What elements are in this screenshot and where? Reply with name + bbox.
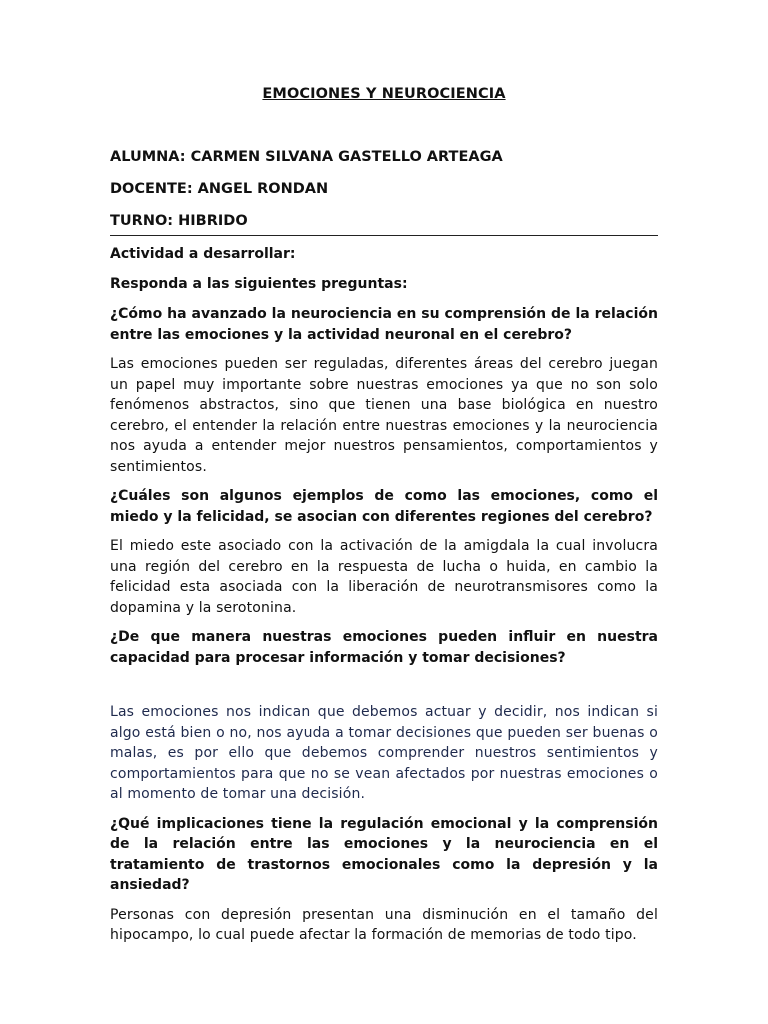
answer-3: Las emociones nos indican que debemos actuar y decidir, nos indican si algo está bien o no, nos ayuda a tomar decisiones que pueden ser buenas o malas, es por ello que debemos comprender nuestros sentimientos y comportamientos para que no se vean afectados por nuestras emociones o al momento de tomar una decisión. (110, 704, 658, 802)
question-2: ¿Cuáles son algunos ejemplos de como las emociones, como el miedo y la felicidad, se asocian con diferentes regiones del cerebro? (110, 488, 658, 525)
shift: TURNO: HIBRIDO (110, 213, 248, 229)
answer-2: El miedo este asociado con la activación de la amigdala la cual involucra una región del cerebro en la respuesta de lucha o huida, en cambio la felicidad esta asociada con la liberación de neurotransmisores como la dopamina y la serotonina. (110, 538, 658, 616)
question-1: ¿Cómo ha avanzado la neurociencia en su comprensión de la relación entre las emociones y la actividad neuronal en el cerebro? (110, 306, 658, 343)
answer-4: Personas con depresión presentan una disminución en el tamaño del hipocampo, lo cual puede afectar la formación de memorias de todo tipo. (110, 906, 658, 943)
header-divider (110, 235, 658, 236)
teacher-name: DOCENTE: ANGEL RONDAN (110, 181, 329, 197)
activity-label: Actividad a desarrollar: (110, 246, 296, 262)
student-name: ALUMNA: CARMEN SILVANA GASTELLO ARTEAGA (110, 149, 503, 165)
answer-1: Las emociones pueden ser reguladas, diferentes áreas del cerebro juegan un papel muy importante sobre nuestras emociones ya que no son solo fenómenos abstractos, sino que tienen una base biológica en nuestro cerebro, el entender la relación entre nuestras emociones y la neurociencia nos ayuda a entender mejor nuestros pensamientos, comportamientos y sentimientos. (110, 356, 658, 475)
instructions: Responda a las siguientes preguntas: (110, 276, 408, 292)
document-title: EMOCIONES Y NEUROCIENCIA (262, 86, 506, 102)
question-3: ¿De que manera nuestras emociones pueden influir en nuestra capacidad para procesar información y tomar decisiones? (110, 629, 658, 666)
question-4: ¿Qué implicaciones tiene la regulación emocional y la comprensión de la relación entre las emociones y la neurociencia en el tratamiento de trastornos emocionales como la depresión y la ansiedad? (110, 815, 658, 893)
